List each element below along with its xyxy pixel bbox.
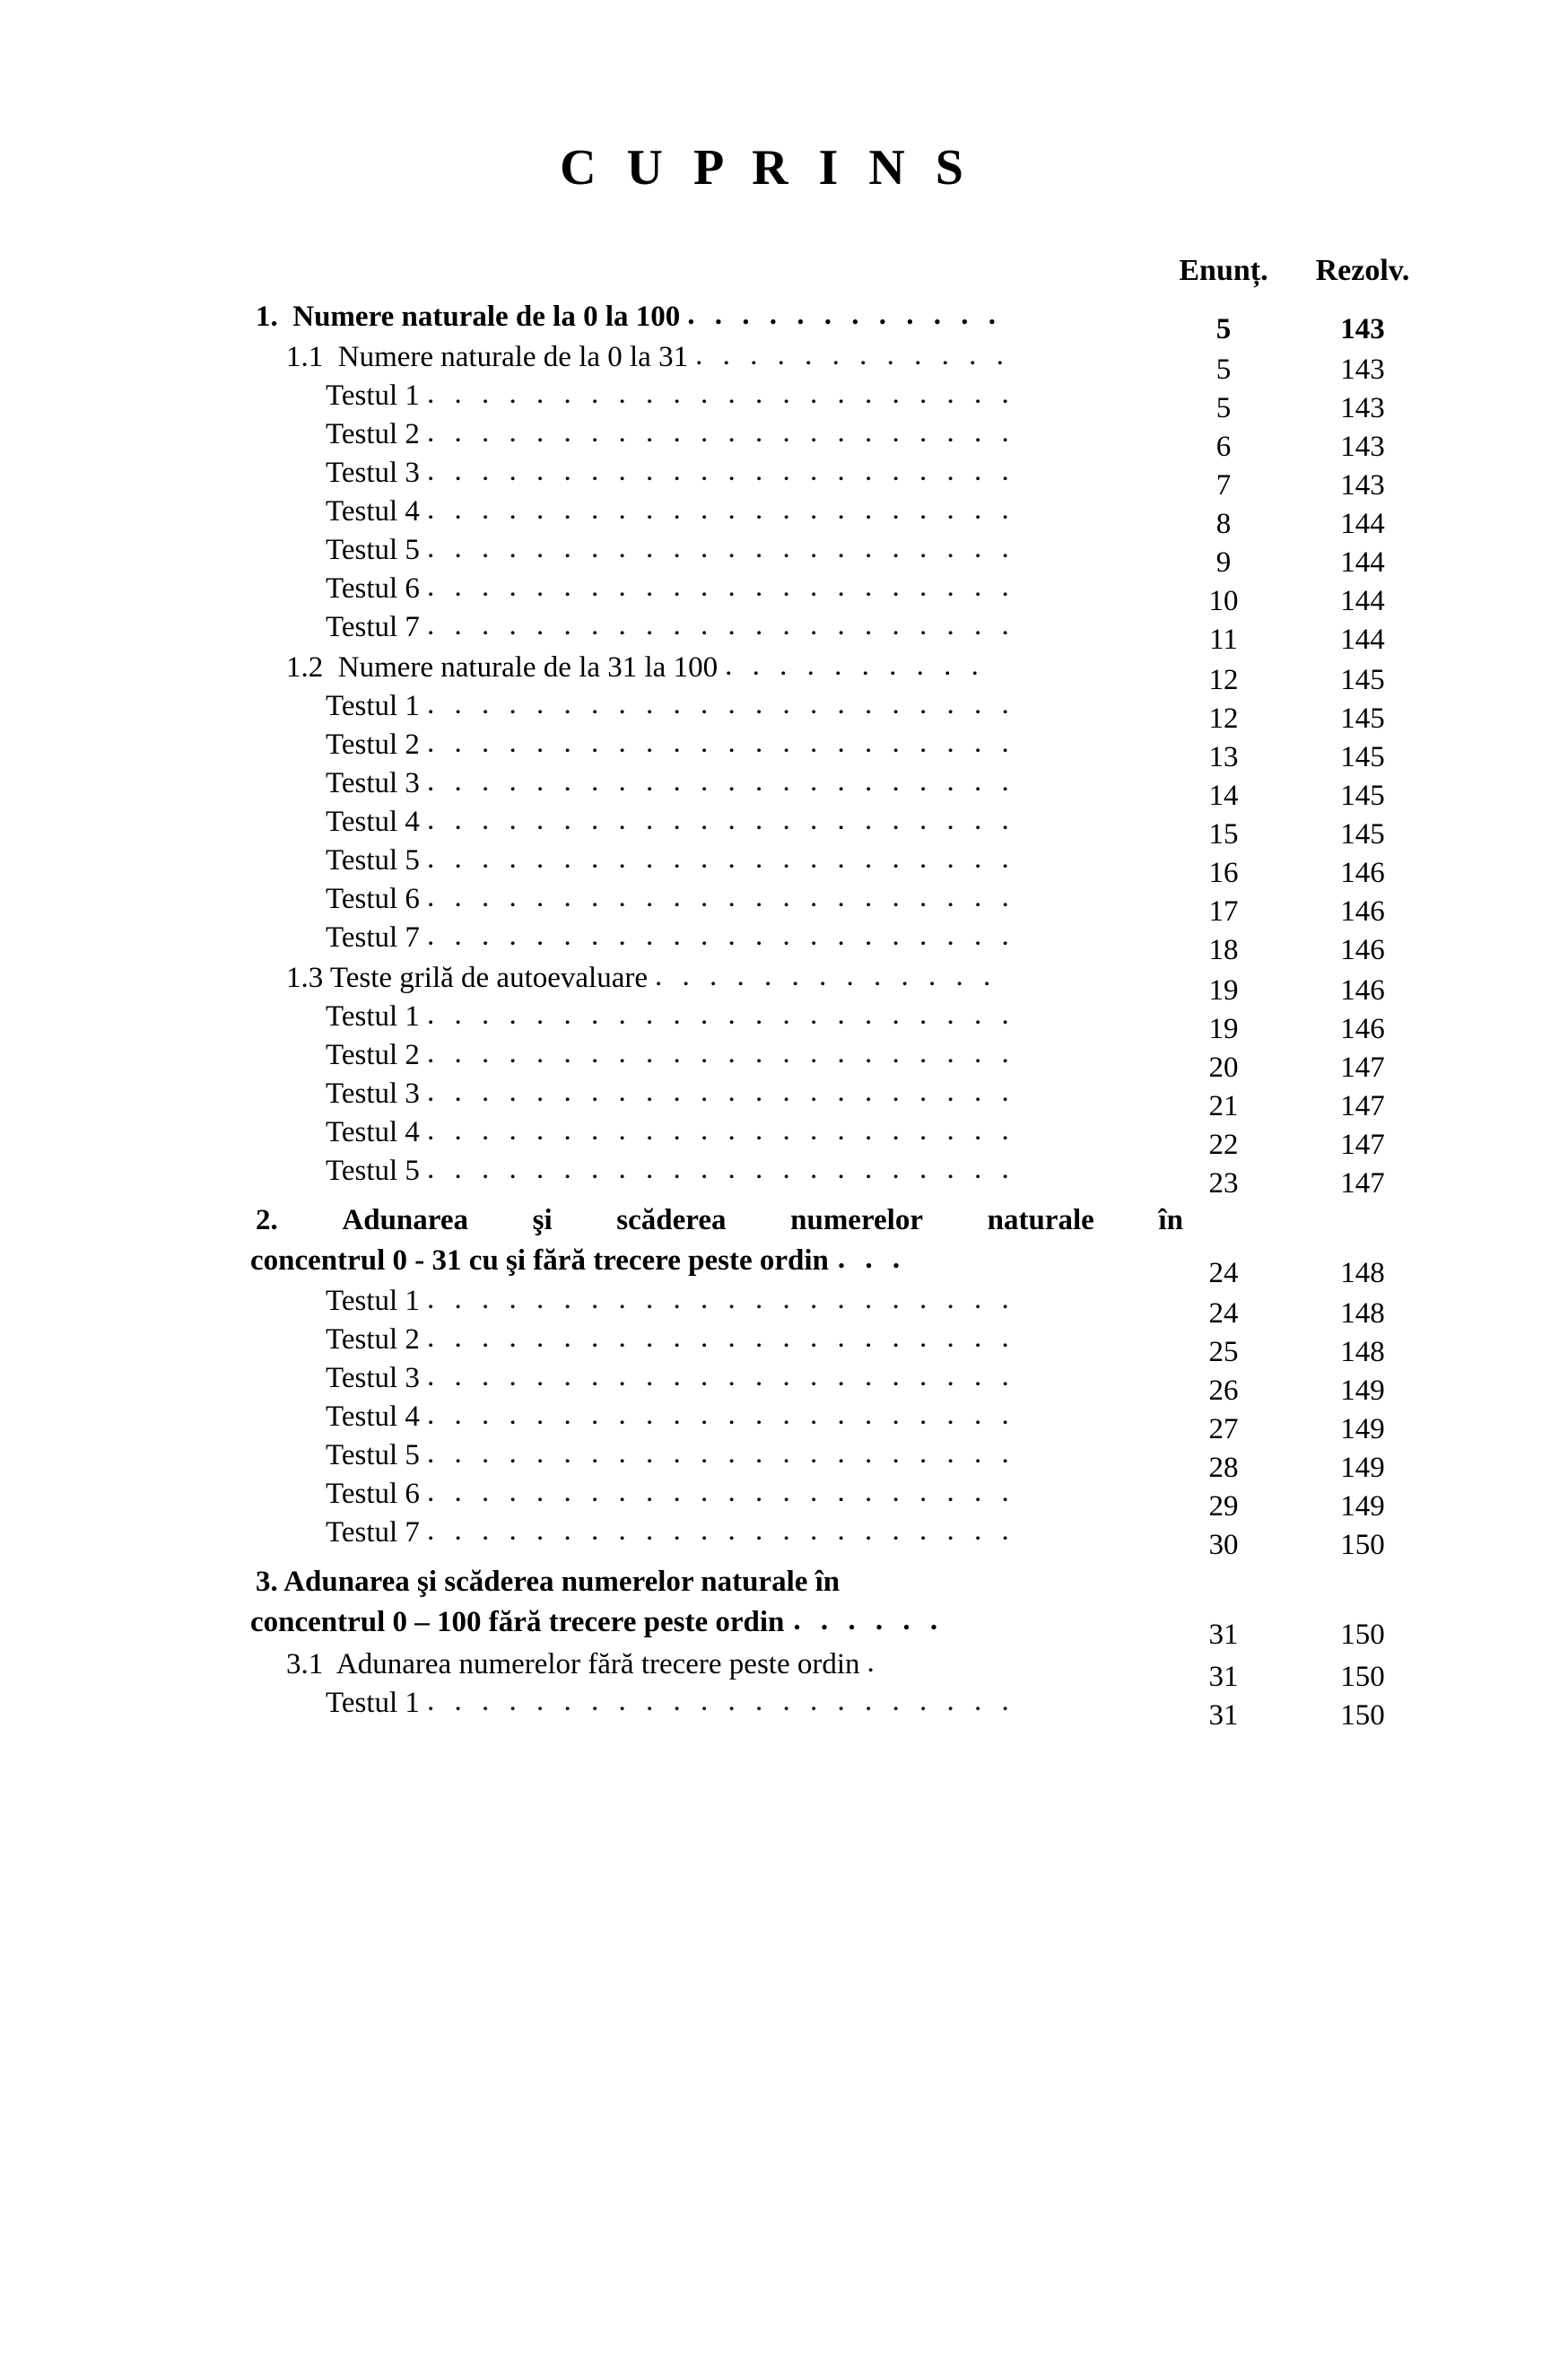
- page-number-rezolv: 146: [1340, 934, 1385, 966]
- toc-entry-test[interactable]: [250, 1323, 1434, 1368]
- toc-group-chapter-1: [250, 301, 1434, 1200]
- page-number-rezolv: 146: [1340, 1013, 1385, 1045]
- toc-entry-test[interactable]: [250, 921, 1434, 966]
- leader-dots: . . . . . . . . . . . . . . . . . . . . . .: [426, 1516, 1015, 1546]
- toc-entry-test[interactable]: [250, 495, 1434, 540]
- chapter-2-word: Adunarea: [342, 1204, 468, 1236]
- toc-entry-label: Testul 2: [326, 1039, 420, 1071]
- page-number-rezolv: 148: [1340, 1336, 1385, 1368]
- toc-entry-label: Testul 6: [326, 1478, 420, 1510]
- page-number-enunt: 6: [1215, 431, 1232, 463]
- page-number-enunt: 31: [1208, 1699, 1239, 1732]
- toc-entry-test[interactable]: [250, 1078, 1434, 1122]
- page-number-enunt: 18: [1208, 934, 1239, 966]
- page-number-rezolv: 149: [1340, 1413, 1385, 1445]
- toc-entry-test[interactable]: [250, 1116, 1434, 1161]
- page-number-enunt: 28: [1208, 1452, 1239, 1484]
- page-number-rezolv: 145: [1340, 703, 1385, 735]
- column-header-enunt: Enunț.: [1179, 254, 1268, 287]
- toc-entry-label: Testul 5: [326, 1439, 420, 1471]
- toc-entry-label: Testul 6: [326, 572, 420, 605]
- leader-dots: . . . . . . . . . . . . . . . . . . . . . .: [426, 921, 1015, 951]
- page-number-enunt: 5: [1215, 353, 1232, 386]
- page-number-rezolv: 147: [1340, 1129, 1385, 1161]
- toc-entry-test[interactable]: [250, 1687, 1434, 1732]
- page-number-rezolv: 144: [1340, 624, 1385, 656]
- page-number-enunt: 12: [1208, 703, 1239, 735]
- toc-entry-test[interactable]: [250, 611, 1434, 656]
- leader-dots: . . . . . . . . . . . . . . . . . . . . . .: [426, 1285, 1015, 1314]
- toc-entry-test[interactable]: [250, 1401, 1434, 1445]
- toc-entry-label: Testul 2: [326, 1323, 420, 1356]
- toc-entry-test[interactable]: [250, 844, 1434, 889]
- table-of-contents: [134, 252, 1434, 1732]
- page-number-enunt: 29: [1208, 1490, 1239, 1523]
- chapter-2-word: numerelor: [790, 1204, 923, 1236]
- leader-dots: . . . . . . . . . . . . . . . . . . . . . .: [426, 883, 1015, 912]
- toc-entry-label: Testul 6: [326, 883, 420, 915]
- chapter-2-word: scăderea: [616, 1204, 727, 1236]
- page-number-rezolv: 146: [1340, 974, 1385, 1007]
- page-number-enunt: 15: [1208, 818, 1239, 851]
- toc-group-chapter-3: [250, 1648, 1434, 1732]
- toc-entry-test[interactable]: [250, 1000, 1434, 1045]
- toc-entry-label: Testul 1: [326, 690, 420, 722]
- toc-entry-label: Testul 1: [326, 380, 420, 412]
- toc-entry-label: Testul 4: [326, 495, 420, 528]
- toc-entry-chapter-3[interactable]: [250, 1566, 1434, 1651]
- page-number-rezolv: 143: [1340, 353, 1385, 386]
- leader-dots: . . . . . . . . . . . . . . . . . . . . . .: [426, 1039, 1015, 1069]
- page-number-enunt: 10: [1208, 585, 1239, 617]
- toc-entry-section[interactable]: [250, 651, 1434, 696]
- toc-entry-label: 1.1 Numere naturale de la 0 la 31: [286, 341, 689, 373]
- page-number-rezolv: 143: [1340, 469, 1385, 502]
- column-header-rezolv: Rezolv.: [1315, 254, 1410, 287]
- page-number-enunt: 30: [1208, 1529, 1239, 1561]
- chapter-2-line-1: [250, 1204, 1183, 1237]
- toc-entry-chapter-2[interactable]: [250, 1204, 1434, 1289]
- page-number-enunt: 24: [1208, 1297, 1239, 1330]
- toc-entry-test[interactable]: [250, 806, 1434, 851]
- page-number-enunt: 27: [1208, 1413, 1239, 1445]
- page-number-rezolv: 145: [1340, 818, 1385, 851]
- chapter-2-line-2: [250, 1243, 1434, 1289]
- toc-entry-label: Testul 3: [326, 1078, 420, 1110]
- toc-entry-label: Testul 2: [326, 418, 420, 450]
- leader-dots: . . . . . .: [793, 1604, 945, 1636]
- page-number-enunt: 7: [1215, 469, 1232, 502]
- leader-dots: . . . . . . . . . . . . . . . . . . . . . .: [426, 1155, 1015, 1184]
- toc-entry-test[interactable]: [250, 690, 1434, 735]
- toc-entry-section[interactable]: [250, 962, 1434, 1007]
- page-number-enunt: 12: [1208, 664, 1239, 696]
- toc-entry-label: Testul 4: [326, 1401, 420, 1433]
- leader-dots: . . . . . . . . . . . .: [687, 301, 1003, 330]
- page-number-rezolv: 143: [1340, 431, 1385, 463]
- toc-entry-chapter[interactable]: [250, 301, 1434, 345]
- chapter-3-label: concentrul 0 – 100 fără trecere peste ordin: [250, 1606, 785, 1638]
- page-number-rezolv: 150: [1340, 1699, 1385, 1732]
- toc-entry-label: Testul 3: [326, 1362, 420, 1394]
- chapter-2-word: 2.: [256, 1204, 278, 1236]
- leader-dots: . . . . . . . . . . . . . . . . . . . . . .: [426, 1401, 1015, 1430]
- page-number-rezolv: 147: [1340, 1052, 1385, 1084]
- toc-entry-label: Testul 7: [326, 921, 420, 954]
- page-number-enunt: 5: [1215, 392, 1232, 424]
- leader-dots: . . . . . . . . . . . . . . . . . . . . . .: [426, 1116, 1015, 1146]
- leader-dots: . . . . . . . . . . . . . . . . . . . . . .: [426, 457, 1015, 486]
- toc-entry-label: Testul 3: [326, 457, 420, 489]
- toc-entry-test[interactable]: [250, 380, 1434, 424]
- chapter-2-label: concentrul 0 - 31 cu şi fără trecere peste ordin: [250, 1244, 829, 1277]
- leader-dots: . . . . . . . . . . . . . . . . . . . . . .: [426, 1078, 1015, 1107]
- leader-dots: . . . . . . . . . . . . . . . . . . . . . .: [426, 1323, 1015, 1353]
- leader-dots: . . . . . . . . . . . . .: [655, 962, 997, 991]
- toc-entry-label: Testul 7: [326, 611, 420, 643]
- page-number-rezolv: 148: [1340, 1297, 1385, 1330]
- leader-dots: . . . . . . . . . . . . . . . . . . . . . .: [426, 1478, 1015, 1507]
- page-number-rezolv: 149: [1340, 1374, 1385, 1407]
- toc-entry-test[interactable]: [250, 572, 1434, 617]
- leader-dots: . . . . . . . . . . . . . . . . . . . . . .: [426, 806, 1015, 835]
- page-number-enunt: 22: [1208, 1129, 1239, 1161]
- leader-dots: . . . . . . . . . . . .: [695, 341, 1010, 371]
- page-number-rezolv: 150: [1340, 1529, 1385, 1561]
- page-number-rezolv: 145: [1340, 664, 1385, 696]
- chapter-3-line-2: [250, 1604, 1434, 1651]
- leader-dots: . . . . . . . . . . . . . . . . . . . . . .: [426, 844, 1015, 874]
- page-number-enunt: 13: [1208, 741, 1239, 773]
- page-number-rezolv: 144: [1340, 508, 1385, 540]
- page-number-rezolv: 148: [1340, 1257, 1385, 1289]
- toc-entry-label: Testul 5: [326, 844, 420, 877]
- leader-dots: . . . . . . . . . . . . . . . . . . . . . .: [426, 1687, 1015, 1716]
- page-number-rezolv: 149: [1340, 1452, 1385, 1484]
- toc-entry-label: Testul 3: [326, 767, 420, 799]
- toc-entry-label: Testul 7: [326, 1516, 420, 1549]
- page-number-enunt: 26: [1208, 1374, 1239, 1407]
- toc-entry-test[interactable]: [250, 1516, 1434, 1561]
- toc-entry-label: 3.1 Adunarea numerelor fără trecere peste ordin: [286, 1648, 860, 1680]
- leader-dots: . . . . . . . . . . . . . . . . . . . . . .: [426, 572, 1015, 602]
- leader-dots: . . . . . . . . . . . . . . . . . . . . . .: [426, 1439, 1015, 1469]
- toc-entry-label: Testul 1: [326, 1687, 420, 1719]
- page-number-enunt: 31: [1208, 1619, 1239, 1651]
- toc-entry-label: Testul 5: [326, 1155, 420, 1187]
- toc-entry-label: Testul 2: [326, 729, 420, 761]
- leader-dots: . . . . . . . . . . . . . . . . . . . . . .: [426, 418, 1015, 448]
- toc-entry-test[interactable]: [250, 418, 1434, 463]
- leader-dots: . . . . . . . . . . . . . . . . . . . . . .: [426, 534, 1015, 563]
- toc-entry-test[interactable]: [250, 1155, 1434, 1200]
- toc-entry-test[interactable]: [250, 729, 1434, 773]
- page-number-enunt: 25: [1208, 1336, 1239, 1368]
- page-number-rezolv: 144: [1340, 585, 1385, 617]
- page-number-rezolv: 146: [1340, 857, 1385, 889]
- toc-entry-test[interactable]: [250, 767, 1434, 812]
- chapter-2-word: şi: [532, 1204, 553, 1236]
- page-number-enunt: 20: [1208, 1052, 1239, 1084]
- toc-entry-test[interactable]: [250, 1362, 1434, 1407]
- toc-entry-test[interactable]: [250, 1478, 1434, 1523]
- leader-dots: .: [867, 1648, 881, 1678]
- toc-entry-label: 1. Numere naturale de la 0 la 100: [256, 301, 681, 333]
- toc-entry-test[interactable]: [250, 457, 1434, 502]
- chapter-2-word: în: [1158, 1204, 1183, 1236]
- page-number-enunt: 11: [1209, 624, 1238, 656]
- toc-entry-test[interactable]: [250, 883, 1434, 928]
- page-number-enunt: 5: [1215, 313, 1232, 345]
- page-number-enunt: 8: [1215, 508, 1232, 540]
- page-number-rezolv: 143: [1340, 313, 1385, 345]
- page-number-rezolv: 149: [1340, 1490, 1385, 1523]
- page-number-enunt: 19: [1208, 1013, 1239, 1045]
- chapter-3-line-1: 3. Adunarea şi scăderea numerelor naturale în: [256, 1566, 841, 1598]
- toc-entry-label: 1.2 Numere naturale de la 31 la 100: [286, 651, 719, 684]
- toc-entry-section[interactable]: [250, 1648, 1434, 1693]
- page-number-rezolv: 145: [1340, 780, 1385, 812]
- page-number-enunt: 24: [1208, 1257, 1239, 1289]
- page-number-enunt: 17: [1208, 895, 1239, 928]
- page-number-enunt: 16: [1208, 857, 1239, 889]
- toc-entry-test[interactable]: [250, 534, 1434, 579]
- page-number-rezolv: 147: [1340, 1090, 1385, 1122]
- toc-entry-label: Testul 5: [326, 534, 420, 566]
- page-number-enunt: 23: [1208, 1167, 1239, 1200]
- page-number-enunt: 9: [1215, 546, 1232, 579]
- toc-entry-section[interactable]: [250, 341, 1434, 386]
- leader-dots: . . .: [837, 1243, 907, 1275]
- page-number-enunt: 21: [1208, 1090, 1239, 1122]
- toc-group-chapter-2: [250, 1285, 1434, 1561]
- leader-dots: . . . . . . . . . . . . . . . . . . . . . .: [426, 767, 1015, 797]
- leader-dots: . . . . . . . . . . . . . . . . . . . . . .: [426, 1362, 1015, 1392]
- leader-dots: . . . . . . . . . . . . . . . . . . . . . .: [426, 495, 1015, 525]
- page-number-rezolv: 146: [1340, 895, 1385, 928]
- toc-column-headers: [250, 252, 1434, 288]
- page-number-rezolv: 144: [1340, 546, 1385, 579]
- toc-entry-label: Testul 1: [326, 1000, 420, 1033]
- toc-entry-label: 1.3 Teste grilă de autoevaluare: [286, 962, 648, 994]
- toc-entry-test[interactable]: [250, 1439, 1434, 1484]
- page-number-enunt: 31: [1208, 1661, 1239, 1693]
- leader-dots: . . . . . . . . . . . . . . . . . . . . . .: [426, 380, 1015, 409]
- page-number-rezolv: 147: [1340, 1167, 1385, 1200]
- page-number-rezolv: 145: [1340, 741, 1385, 773]
- leader-dots: . . . . . . . . . . . . . . . . . . . . . .: [426, 1000, 1015, 1030]
- toc-entry-label: Testul 1: [326, 1285, 420, 1317]
- page-number-enunt: 14: [1208, 780, 1239, 812]
- leader-dots: . . . . . . . . . . . . . . . . . . . . . .: [426, 611, 1015, 641]
- toc-entry-test[interactable]: [250, 1285, 1434, 1330]
- page-title: C U P R I N S: [560, 140, 972, 196]
- leader-dots: . . . . . . . . . . . . . . . . . . . . . .: [426, 690, 1015, 720]
- page-number-enunt: 19: [1208, 974, 1239, 1007]
- toc-entry-label: Testul 4: [326, 806, 420, 838]
- document-page: [0, 139, 1568, 2365]
- toc-entry-test[interactable]: [250, 1039, 1434, 1084]
- leader-dots: . . . . . . . . . .: [725, 651, 985, 681]
- leader-dots: . . . . . . . . . . . . . . . . . . . . . .: [426, 729, 1015, 758]
- page-number-rezolv: 150: [1340, 1619, 1385, 1651]
- page-number-rezolv: 143: [1340, 392, 1385, 424]
- page-number-rezolv: 150: [1340, 1661, 1385, 1693]
- toc-entry-label: Testul 4: [326, 1116, 420, 1148]
- chapter-2-word: naturale: [987, 1204, 1094, 1236]
